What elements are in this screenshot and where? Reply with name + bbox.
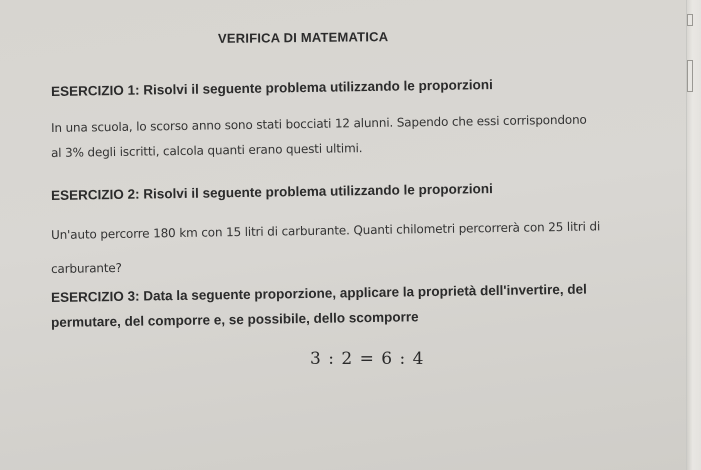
exercise-1-text-line-1: In una scuola, lo scorso anno sono stati bocciati 12 alunni. Sapendo che essi corrispondono [50, 112, 587, 135]
exercise-2-text-line-1: Un'auto percorre 180 km con 15 litri di carburante. Quanti chilometri percorrerà con 25 litri di [50, 219, 601, 242]
page-title: VERIFICA DI MATEMATICA [217, 29, 389, 46]
exercise-3-heading-line-2: permutare, del comporre e, se possibile, dello scomporre [50, 309, 419, 330]
exercise-2-text-line-2: carburante? [50, 260, 122, 276]
exercise-3-heading-line-1: ESERCIZIO 3: Data la seguente proporzione, applicare la proprietà dell'invertire, del [50, 281, 587, 305]
exercise-1-text-line-2: al 3% degli iscritti, calcola quanti erano questi ultimi. [50, 141, 363, 160]
exercise-1-heading: ESERCIZIO 1: Risolvi il seguente problema utilizzando le proporzioni [50, 77, 493, 99]
binder-mark [687, 60, 693, 92]
binder-mark [687, 14, 693, 26]
proportion-formula: 3 : 2 = 6 : 4 [310, 349, 425, 369]
exercise-2-heading: ESERCIZIO 2: Risolvi il seguente problema utilizzando le proporzioni [50, 181, 493, 203]
